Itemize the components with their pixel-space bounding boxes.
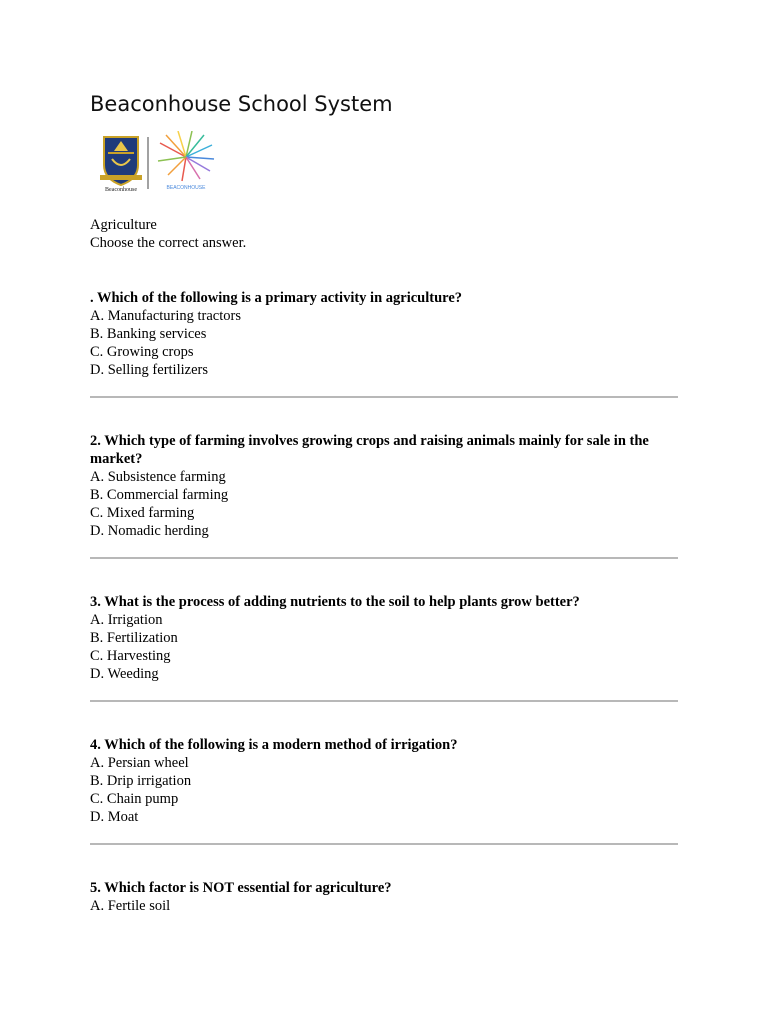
beaconhouse-logo [98, 131, 228, 195]
option-b: B. Fertilization [90, 630, 178, 646]
question-item [90, 879, 678, 915]
option-d: D. Selling fertilizers [90, 362, 208, 378]
crest-icon [100, 137, 142, 193]
option-c: C. Growing crops [90, 344, 194, 360]
question-text: 2. Which type of farming involves growing crops and raising animals mainly for sale in the market? [90, 433, 649, 467]
option-a: A. Irrigation [90, 612, 163, 628]
option-c: C. Mixed farming [90, 505, 195, 521]
question-text: 5. Which factor is NOT essential for agriculture? [90, 880, 392, 896]
option-b: B. Banking services [90, 326, 207, 342]
anniversary-sunburst-icon [158, 131, 214, 181]
svg-text:Beaconhouse: Beaconhouse [105, 187, 137, 193]
intro-block [90, 216, 678, 252]
question-item [90, 736, 678, 826]
subject-label: Agriculture [90, 217, 157, 233]
option-d: D. Moat [90, 809, 139, 825]
question-text: 4. Which of the following is a modern method of irrigation? [90, 737, 458, 753]
option-a: A. Persian wheel [90, 755, 189, 771]
svg-text:BEACONHOUSE: BEACONHOUSE [166, 185, 206, 191]
option-b: B. Drip irrigation [90, 773, 192, 789]
instruction-text: Choose the correct answer. [90, 235, 247, 251]
option-c: C. Harvesting [90, 648, 171, 664]
question-item [90, 289, 678, 379]
option-a: A. Subsistence farming [90, 469, 226, 485]
divider [90, 843, 678, 845]
question-text: . Which of the following is a primary activity in agriculture? [90, 290, 463, 306]
question-item [90, 432, 678, 540]
question-text: 3. What is the process of adding nutrients to the soil to help plants grow better? [90, 594, 580, 610]
divider [90, 396, 678, 398]
option-b: B. Commercial farming [90, 487, 229, 503]
question-item [90, 593, 678, 683]
option-c: C. Chain pump [90, 791, 179, 807]
option-a: A. Manufacturing tractors [90, 308, 241, 324]
document-title: Beaconhouse School System [90, 92, 393, 116]
divider [90, 557, 678, 559]
divider [90, 700, 678, 702]
option-d: D. Weeding [90, 666, 159, 682]
option-d: D. Nomadic herding [90, 523, 209, 539]
option-a: A. Fertile soil [90, 898, 171, 914]
